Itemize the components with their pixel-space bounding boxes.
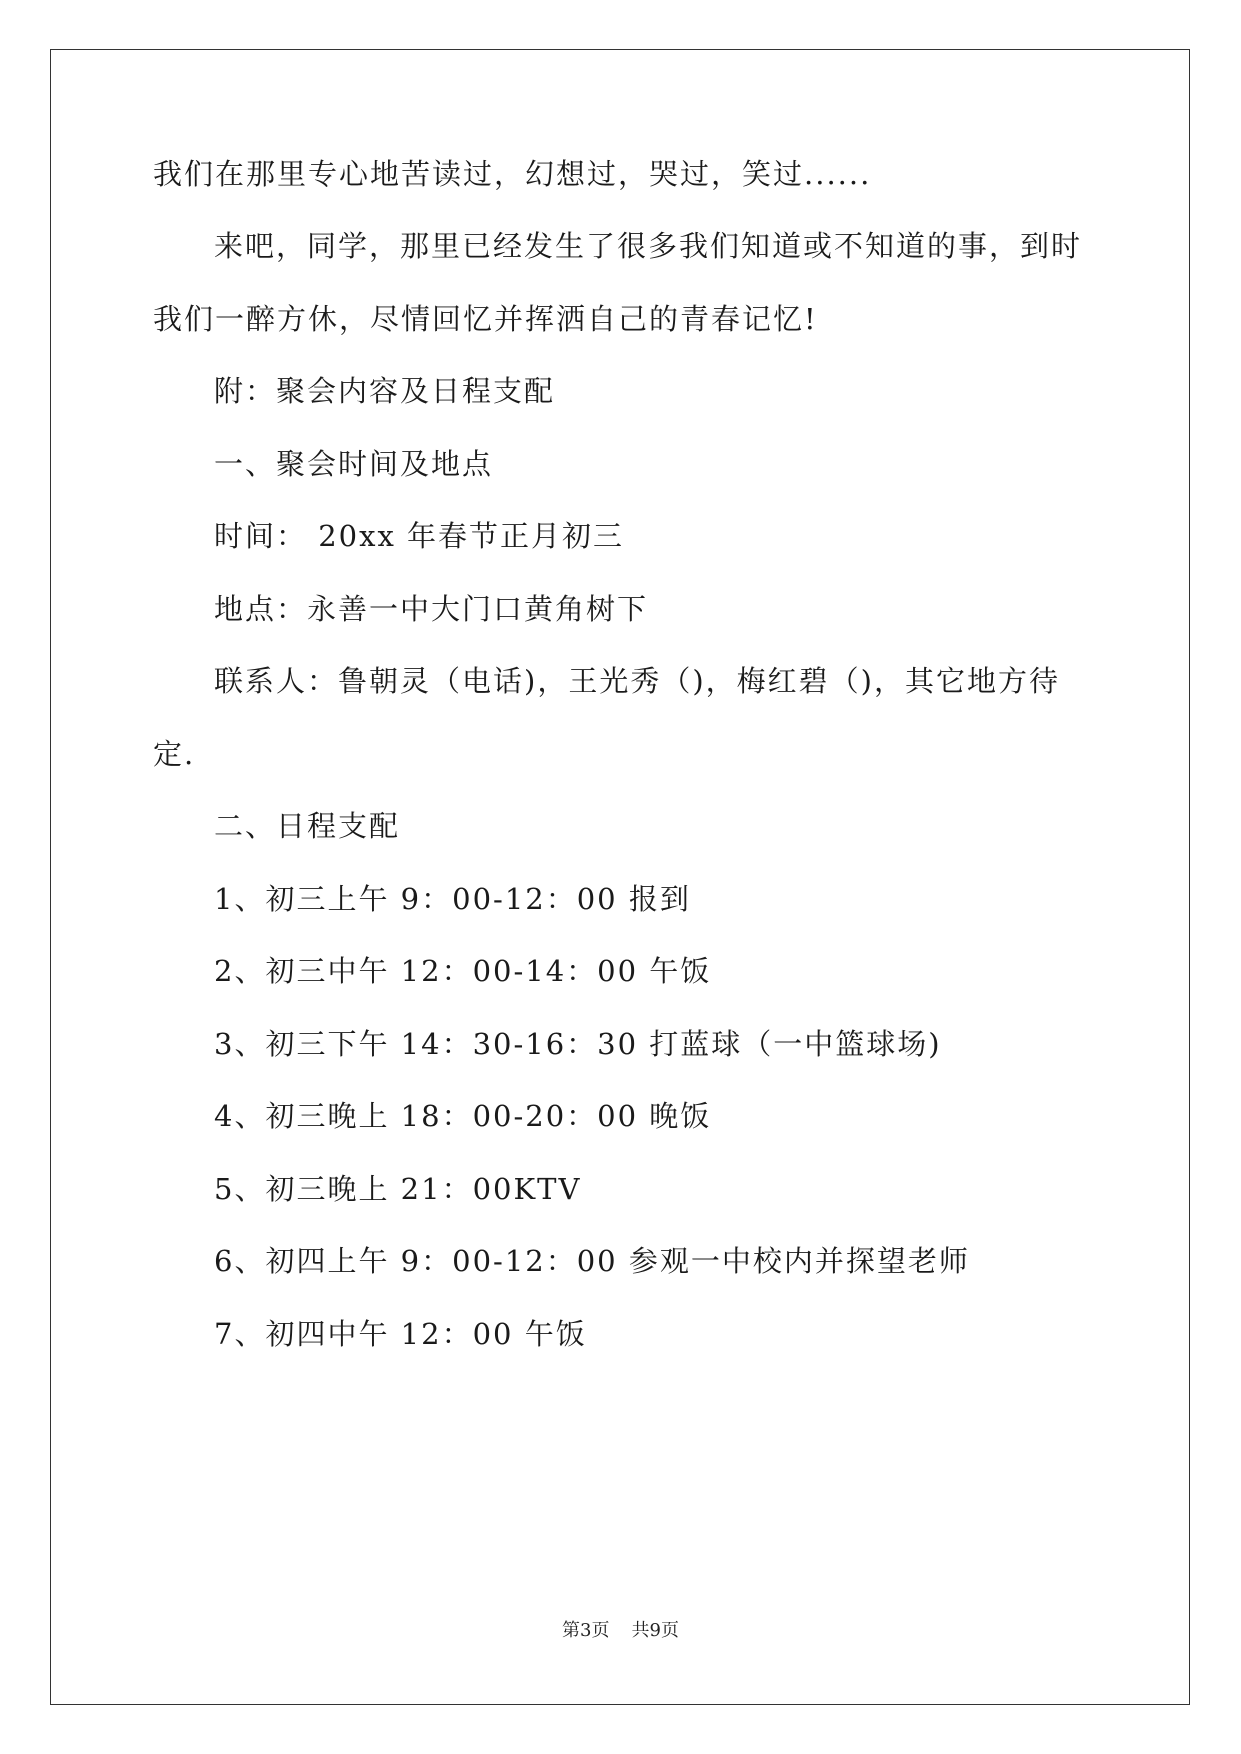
contact-line: 联系人：鲁朝灵（电话)，王光秀（)，梅红碧（)，其它地方待 [214,664,1060,698]
contact-line-continued: 定. [153,737,196,771]
section-heading-1: 一、聚会时间及地点 [214,447,494,481]
page-border [50,49,1190,1705]
schedule-item-2: 2、初三中午 12：00-14：00 午饭 [214,954,712,988]
paragraph-line-2: 来吧，同学，那里已经发生了很多我们知道或不知道的事，到时 [214,229,1083,263]
location-line: 地点：永善一中大门口黄角树下 [214,592,649,626]
schedule-item-5: 5、初三晚上 21：00KTV [214,1172,582,1206]
paragraph-line-3: 我们一醉方休，尽情回忆并挥洒自己的青春记忆! [153,302,818,336]
paragraph-line-1: 我们在那里专心地苦读过，幻想过，哭过，笑过...... [153,157,872,191]
schedule-item-3: 3、初三下午 14：30-16：30 打蓝球（一中篮球场) [214,1027,942,1061]
section-heading-2: 二、日程支配 [214,809,401,843]
schedule-item-7: 7、初四中午 12：00 午饭 [214,1317,587,1351]
appendix-heading: 附：聚会内容及日程支配 [214,374,556,408]
page-total: 共9页 [631,1620,679,1641]
schedule-item-1: 1、初三上午 9：00-12：00 报到 [214,882,691,916]
page-footer [0,1616,1241,1642]
time-line: 时间： 20xx 年春节正月初三 [214,519,625,553]
schedule-item-6: 6、初四上午 9：00-12：00 参观一中校内并探望老师 [214,1244,970,1278]
schedule-item-4: 4、初三晚上 18：00-20：00 晚饭 [214,1099,712,1133]
page-number: 第3页 [562,1620,610,1641]
